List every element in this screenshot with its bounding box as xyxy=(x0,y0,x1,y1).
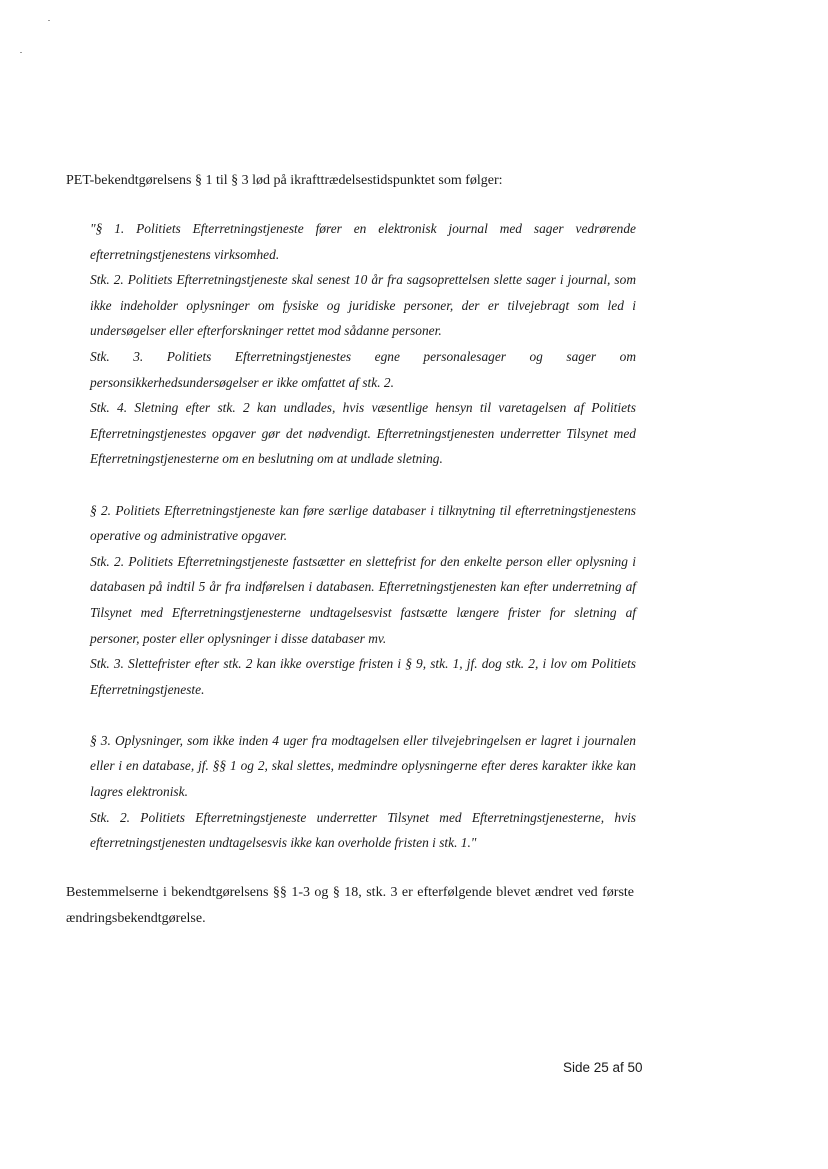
quote-section-1 xyxy=(90,216,636,472)
quote-section-2 xyxy=(90,498,636,703)
section-1-paragraph: "§ 1. Politiets Efterretningstjeneste fører en elektronisk journal med sager vedrørende efterretningstjenestens virksomhed. xyxy=(90,221,636,262)
section-1-stk-2: Stk. 2. Politiets Efterretningstjeneste skal senest 10 år fra sagsoprettelsen slette sager i journal, som ikke indeholder oplysninger om fysiske og juridiske personer, der er tilvejebragt som led i undersøgelser eller efterforskninger rettet mod sådanne personer. xyxy=(90,272,636,339)
intro-paragraph: PET-bekendtgørelsens § 1 til § 3 lød på ikrafttrædelsestidspunktet som følger: xyxy=(66,173,503,188)
quoted-provisions xyxy=(90,216,636,881)
section-2-paragraph: § 2. Politiets Efterretningstjeneste kan føre særlige databaser i tilknytning til efterretningstjenestens operative og administrative opgaver. xyxy=(90,502,636,544)
section-1-stk-3: Stk. 3. Politiets Efterretningstjenestes egne personalesager og sager om personsikkerhedsundersøgelser er ikke omfattet af stk. 2. xyxy=(90,348,636,390)
quote-section-3 xyxy=(90,728,636,856)
closing-paragraph: Bestemmelserne i bekendtgørelsens §§ 1-3 og § 18, stk. 3 er efterfølgende blevet ændret ved første ændringsbekendtgørelse. xyxy=(66,885,634,926)
page-number: Side 25 af 50 xyxy=(563,1060,643,1075)
section-1-stk-4: Stk. 4. Sletning efter stk. 2 kan undlades, hvis væsentlige hensyn til varetagelsen af Politiets Efterretningstjenestes opgaver gør det nødvendigt. Efterretningstjenesten underretter Tilsynet med Efterretningstjenesterne om en beslutning om at undlade sletning. xyxy=(90,400,636,467)
section-3-stk-2: Stk. 2. Politiets Efterretningstjeneste underretter Tilsynet med Efterretningstjenesterne, hvis efterretningstjenesten undtagelsesvis ikke kan overholde fristen i stk. 1." xyxy=(90,809,636,851)
section-3-paragraph: § 3. Oplysninger, som ikke inden 4 uger fra modtagelsen eller tilvejebringelsen er lagret i journalen eller i en database, jf. §§ 1 og 2, skal slettes, medmindre oplysningerne efter deres karakter ikke kan lagres elektronisk. xyxy=(90,732,636,800)
scan-speck xyxy=(20,52,22,53)
section-2-stk-3: Stk. 3. Slettefrister efter stk. 2 kan ikke overstige fristen i § 9, stk. 1, jf. dog stk. 2, i lov om Politiets Efterretningstjeneste. xyxy=(90,656,636,697)
scan-speck xyxy=(48,20,50,21)
section-2-stk-2: Stk. 2. Politiets Efterretningstjeneste fastsætter en slettefrist for den enkelte person eller oplysning i databasen på indtil 5 år fra indførelsen i databasen. Efterretningstjenesten kan efter underretning af Tilsynet med Efterretningstjenesterne undtagelsesvist fastsætte længere frister for sletning af personer, poster eller oplysninger i disse databaser mv. xyxy=(90,553,636,646)
